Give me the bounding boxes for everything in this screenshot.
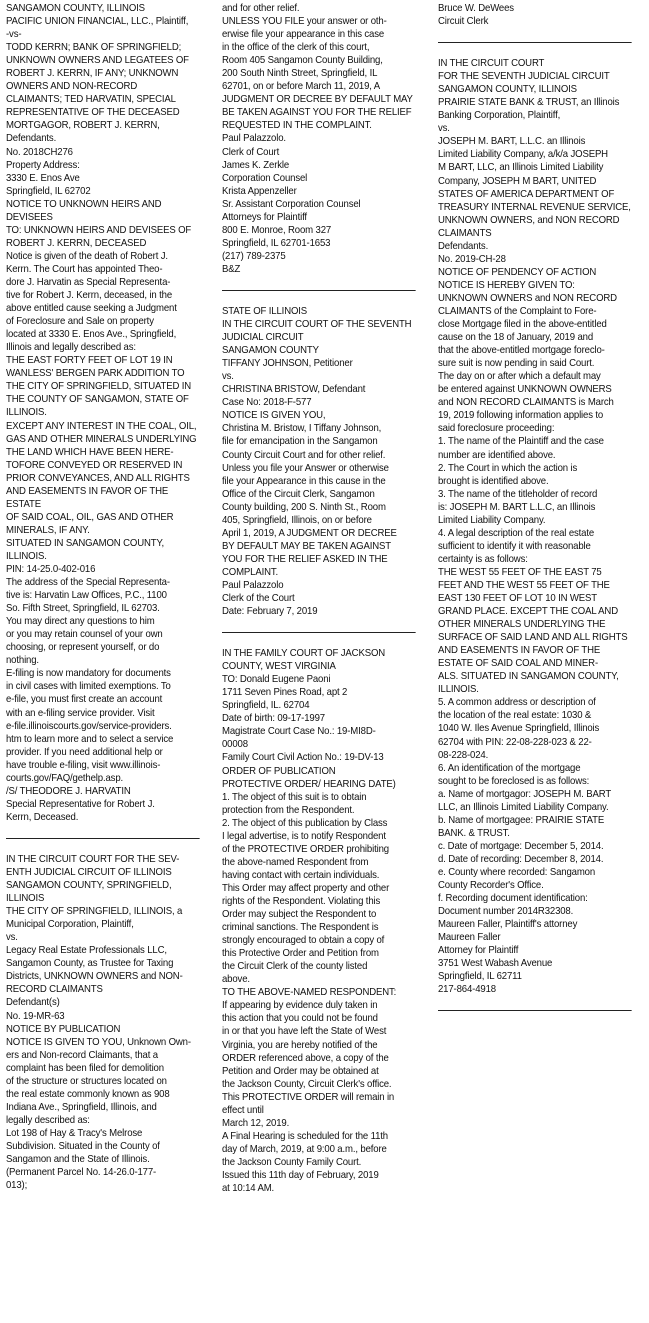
notice-text-line: SURFACE OF SAID LAND AND ALL RIGHTS (438, 632, 628, 644)
notice-text-line: certainty is as follows: (438, 553, 528, 565)
notice-text-line: above entitled cause seeking a Judgment (6, 303, 177, 315)
notice-text-line: Limited Liability Company, a/k/a JOSEPH (438, 149, 608, 161)
notice-text-line: 800 E. Monroe, Room 327 (222, 224, 332, 236)
notice-text-line: Document number 2014R32308. (438, 906, 574, 918)
notice-text-line: of the structure or structures located on (6, 1075, 167, 1087)
notice-text-line: E-filing is now mandatory for documents (6, 668, 171, 680)
notice-text-line: and for other relief. (222, 3, 300, 14)
notice-text-line: Indiana Ave., Springfield, Illinois, and (6, 1101, 157, 1113)
notice-text-line: UNKNOWN OWNERS, and NON RECORD (438, 214, 620, 226)
notice-text-line: AND EASEMENTS IN FAVOR OF THE (438, 645, 601, 657)
column-2 (222, 2, 416, 1323)
notice-text-line: (Permanent Parcel No. 14-26.0-177- (6, 1167, 157, 1179)
notice-text-line: Christina M. Bristow, I Tiffany Johnson, (222, 423, 382, 435)
notice-text-line: with an e-filing service provider. Visit (6, 707, 155, 719)
notice-text-line: file for emancipation in the Sangamon (222, 436, 378, 448)
notice-text-line: Virginia, you are hereby notified of the (222, 1039, 378, 1051)
notice-text-line: THE LAND WHICH HAVE BEEN HERE- (6, 446, 174, 458)
notice-text-line: the above-named Respondent from (222, 856, 369, 868)
notice-text-line: Municipal Corporation, Plaintiff, (6, 919, 134, 931)
notice-text-line: 013); (6, 1180, 28, 1192)
notice-text-line: CLAIMANTS; TED HARVATIN, SPECIAL (6, 94, 176, 106)
notice-text-line: MORTGAGOR, ROBERT J. KERRN, (6, 120, 160, 132)
notice-text-line: have trouble e-filing, visit www.illinois- (6, 759, 161, 771)
notice-text-line: NOTICE OF PENDENCY OF ACTION (438, 266, 597, 278)
notice-text-line: provider. If you need additional help or (6, 746, 163, 758)
notice-text-line: DEVISEES (6, 211, 53, 223)
notice-text-line: JOSEPH M. BART, L.L.C. an Illinois (438, 136, 586, 148)
notice-text-line: vs. (438, 123, 450, 135)
notice-text-line: protection from the Respondent. (222, 804, 355, 816)
notice-text-line: 08-228-024. (438, 749, 489, 761)
notice-text-line: TO THE ABOVE-NAMED RESPONDENT: (222, 987, 397, 999)
notice-text-line: ROBERT J. KERRN, IF ANY; UNKNOWN (6, 68, 179, 80)
notice-text-line: Paul Palazzolo. (222, 133, 286, 145)
notice-text-line: 2. The object of this publication by Class (222, 817, 388, 829)
notice-text-line: criminal sanctions. The Respondent is (222, 922, 379, 934)
notice-text-line: 217-864-4918 (438, 984, 496, 996)
notice-text-line: Unless you file your Answer or otherwise (222, 462, 389, 474)
notice-text-line: and NON RECORD CLAIMANTS is March (438, 397, 614, 409)
notice-text-line: 1. The object of this suit is to obtain (222, 791, 367, 803)
notice-text-line: 3. The name of the titleholder of record (438, 488, 598, 500)
notice-text-line: vs. (6, 932, 18, 944)
notice-text-line: PROTECTIVE ORDER/ HEARING DATE) (222, 778, 396, 790)
notice-text-line: BE TAKEN AGAINST YOU FOR THE RELIEF (222, 107, 412, 119)
notice-text-line: Maureen Faller (438, 932, 501, 944)
notice-text-line: County Circuit Court and for other relief. (222, 449, 386, 461)
notice-text-line: EAST 130 FEET OF LOT 10 IN WEST (438, 593, 598, 605)
notice-text-line: 405, Springfield, Illinois, on or before (222, 514, 372, 526)
notice-text-line: M BART, LLC, an Illinois Limited Liability (438, 162, 604, 174)
notice-text-line: YOU FOR THE RELIEF ASKED IN THE (222, 553, 388, 565)
notice-text-line: March 12, 2019. (222, 1117, 290, 1129)
notice-text-line: ENTH JUDICIAL CIRCUIT OF ILLINOIS (6, 867, 172, 878)
notice-text-line: OWNERS AND NON-RECORD (6, 81, 138, 93)
notice-text-line: close Mortgage filed in the above-entitled (438, 319, 607, 331)
notice-text-line: ESTATE (6, 498, 41, 510)
notice-text-line: THE WEST 55 FEET OF THE EAST 75 (438, 566, 602, 578)
notice-text-line: nothing. (6, 655, 39, 667)
notice-text-line: TOFORE CONVEYED OR RESERVED IN (6, 459, 183, 471)
notice-text-line: THE COUNTY OF SANGAMON, STATE OF (6, 394, 189, 406)
notice-text-line: Company, JOSEPH M BART, UNITED (438, 175, 597, 187)
notice-text-line: f. Recording document identification: (438, 893, 588, 905)
notice-text-line: No. 2018CH276 (6, 146, 73, 158)
notice-text-line: County building, 200 S. Ninth St., Room (222, 501, 386, 513)
notice-text-line: Springfield, IL 62702 (6, 185, 91, 197)
notice-text-line: e-file, you must first create an account (6, 694, 163, 706)
notice-text-line: or you may retain counsel of your own (6, 629, 163, 641)
notice-text-line: e. County where recorded: Sangamon (438, 867, 596, 878)
notice-text-line: IN THE CIRCUIT COURT FOR THE SEV- (6, 853, 180, 865)
notice-text-line: choosing, or represent yourself, or do (6, 642, 160, 654)
notice-text-line: Notice is given of the death of Robert J. (6, 250, 168, 262)
notice-text-line: vs. (222, 371, 234, 383)
notice-text-line: ORDER OF PUBLICATION (222, 765, 336, 777)
notice-text-line: TO: UNKNOWN HEIRS AND DEVISEES OF (6, 224, 192, 236)
notice-text-line: No. 2019-CH-28 (438, 253, 506, 265)
notice-text-line: UNKNOWN OWNERS and NON RECORD (438, 292, 617, 304)
notice-text-line: e-file.illinoiscourts.gov/service-providers. (6, 720, 172, 732)
notice-text-line: JUDGMENT OR DECREE BY DEFAULT MAY (222, 94, 413, 106)
notice-text-line: Sangamon and the State of Illinois. (6, 1154, 150, 1166)
notice-text-line: 3751 West Wabash Avenue (438, 958, 553, 970)
notice-protective-order-signature (438, 2, 632, 28)
notice-text-line: Bruce W. DeWees (438, 3, 514, 14)
notice-text-line: Paul Palazzolo (222, 579, 284, 591)
notice-text-line: COMPLAINT. (222, 566, 279, 578)
notice-text-line: This Order may affect property and other (222, 882, 390, 894)
notice-text-line: ers and Non-record Claimants, that a (6, 1049, 158, 1061)
notice-text-line: of Foreclosure and Sale on property (6, 316, 154, 328)
notice-text-line: UNLESS YOU FILE your answer or oth- (222, 16, 387, 28)
notice-text-line: Family Court Civil Action No.: 19-DV-13 (222, 752, 384, 764)
notice-text-line: TODD KERRN; BANK OF SPRINGFIELD; (6, 42, 182, 54)
notice-text-line: B&Z (222, 263, 241, 275)
notice-text-line: ALS. SITUATED IN SANGAMON COUNTY, (438, 671, 619, 683)
notice-text-line: /S/ THEODORE J. HARVATIN (6, 785, 131, 797)
notice-text-line: ILLINOIS. (6, 407, 47, 419)
notice-text-line: tive for Robert J. Kerrn, deceased, in the (6, 290, 173, 302)
notice-text-line: this action that you could not be found (222, 1013, 378, 1025)
notice-text-line: THE CITY OF SPRINGFIELD, SITUATED IN (6, 381, 192, 393)
notice-text-line: AND EASEMENTS IN FAVOR OF THE (6, 485, 169, 497)
notice-text-line: Order may subject the Respondent to (222, 909, 377, 921)
notice-text-line: 3330 E. Enos Ave (6, 172, 80, 184)
notice-text-line: day of March, 2019, at 9:00 a.m., before (222, 1143, 387, 1155)
notice-text-line: GAS AND OTHER MINERALS UNDERLYING (6, 433, 197, 445)
notice-text-line: TIFFANY JOHNSON, Petitioner (222, 358, 353, 370)
notice-text-line: at 10:14 AM. (222, 1183, 275, 1195)
notice-text-line: the Jackson County, Circuit Clerk's office. (222, 1078, 392, 1090)
notice-text-line: 6. An identification of the mortgage (438, 762, 581, 774)
column-1 (6, 2, 200, 1323)
notice-jackson-protective-order (222, 647, 416, 1195)
notice-text-line: SITUATED IN SANGAMON COUNTY, (6, 537, 164, 549)
notice-text-line: (217) 789-2375 (222, 250, 286, 262)
notice-text-line: Districts, UNKNOWN OWNERS and NON- (6, 971, 183, 983)
notice-text-line: ROBERT J. KERRN, DECEASED (6, 237, 147, 249)
notice-text-line: rights of the Respondent. Violating this (222, 896, 381, 907)
notice-text-line: A Final Hearing is scheduled for the 11th (222, 1130, 388, 1142)
notice-text-line: a. Name of mortgagor: JOSEPH M. BART (438, 788, 612, 800)
notice-text-line: ORDER referenced above, a copy of the (222, 1052, 389, 1064)
notice-text-line: April 1, 2019, A JUDGMENT OR DECREE (222, 527, 397, 539)
notice-text-line: said foreclosure proceeding: (438, 423, 555, 435)
notice-text-line: OF SAID COAL, OIL, GAS AND OTHER (6, 511, 174, 523)
notice-text-line: CLAIMANTS of the Complaint to Fore- (438, 305, 597, 317)
notice-text-line: courts.gov/FAQ/gethelp.asp. (6, 772, 124, 784)
notice-text-line: d. Date of recording: December 8, 2014. (438, 853, 604, 865)
notice-text-line: SANGAMON COUNTY, SPRINGFIELD, (6, 880, 172, 892)
notice-divider (438, 42, 632, 43)
notice-text-line: in civil cases with limited exemptions. To (6, 681, 171, 693)
notice-text-line: THE EAST FORTY FEET OF LOT 19 IN (6, 355, 173, 367)
notice-kerrn-heirs (6, 2, 200, 824)
notice-text-line: MINERALS, IF ANY. (6, 524, 90, 536)
notice-springfield-demolition-continued (222, 2, 416, 276)
notice-text-line: 00008 (222, 739, 248, 751)
notice-text-line: Illinois and legally described as: (6, 342, 136, 354)
notice-text-line: effect until (222, 1104, 264, 1116)
notice-text-line: Attorneys for Plaintiff (222, 211, 307, 223)
notice-text-line: Property Address: (6, 159, 80, 171)
notice-text-line: Banking Corporation, Plaintiff, (438, 110, 561, 122)
notice-text-line: having contact with certain individuals. (222, 869, 380, 881)
notice-text-line: Lot 198 of Hay & Tracy's Melrose (6, 1127, 143, 1139)
notice-text-line: 19, 2019 following information applies to (438, 410, 604, 422)
notice-text-line: SANGAMON COUNTY (222, 345, 319, 357)
notice-johnson-emancipation (222, 305, 416, 618)
notice-text-line: ILLINOIS. (438, 684, 479, 696)
notice-text-line: Springfield, IL. 62704 (222, 700, 310, 712)
notice-text-line: NOTICE BY PUBLICATION (6, 1023, 121, 1035)
notice-text-line: FOR THE SEVENTH JUDICIAL CIRCUIT (438, 71, 610, 83)
notice-text-line: CHRISTINA BRISTOW, Defendant (222, 384, 366, 396)
notice-text-line: PIN: 14-25.0-402-016 (6, 564, 96, 576)
notice-text-line: htm to learn more and to select a service (6, 733, 174, 745)
notice-text-line: 2. The Court in which the action is (438, 462, 578, 474)
notice-text-line: located at 3330 E. Enos Ave., Springfield, (6, 329, 177, 341)
notice-text-line: of the PROTECTIVE ORDER prohibiting (222, 843, 389, 855)
notice-text-line: 1711 Seven Pines Road, apt 2 (222, 687, 348, 699)
notice-text-line: Maureen Faller, Plaintiff's attorney (438, 919, 578, 931)
notice-text-line: TREASURY INTERNAL REVENUE SERVICE, (438, 201, 631, 213)
notice-text-line: NOTICE IS GIVEN TO YOU, Unknown Own- (6, 1036, 191, 1048)
notice-text-line: Room 405 Sangamon County Building, (222, 55, 383, 67)
notice-text-line: Subdivision. Situated in the County of (6, 1140, 160, 1152)
notice-text-line: 5. A common address or description of (438, 697, 596, 709)
notice-text-line: The day on or after which a default may (438, 371, 601, 383)
notice-text-line: NOTICE TO UNKNOWN HEIRS AND (6, 198, 162, 210)
notice-text-line: Legacy Real Estate Professionals LLC, (6, 945, 167, 957)
notice-text-line: dore J. Harvatin as Special Representa- (6, 276, 171, 288)
notice-text-line: James K. Zerkle (222, 159, 290, 171)
column-3 (438, 2, 632, 1323)
notice-text-line: So. Fifth Street, Springfield, IL 62703. (6, 603, 160, 615)
notice-text-line: Attorney for Plaintiff (438, 945, 519, 957)
notice-text-line: the Circuit Clerk of the county listed (222, 961, 368, 973)
notice-text-line: Clerk of Court (222, 146, 280, 158)
notice-text-line: 200 South Ninth Street, Springfield, IL (222, 68, 378, 80)
notice-text-line: be entered against UNKNOWN OWNERS (438, 384, 612, 396)
notice-text-line: WANLESS' BERGEN PARK ADDITION TO (6, 368, 185, 380)
notice-text-line: Petition and Order may be obtained at (222, 1065, 379, 1077)
notice-text-line: sought to be foreclosed is as follows: (438, 775, 590, 787)
notice-text-line: the Jackson County Family Court. (222, 1156, 362, 1168)
notice-text-line: This PROTECTIVE ORDER will remain in (222, 1091, 395, 1103)
notice-text-line: CLAIMANTS (438, 227, 492, 239)
notice-text-line: Issued this 11th day of February, 2019 (222, 1169, 379, 1181)
notice-text-line: the location of the real estate: 1030 & (438, 710, 592, 722)
notice-text-line: -vs- (6, 29, 22, 41)
notice-divider (222, 632, 416, 633)
notice-text-line: file your Appearance in this cause in the (222, 475, 386, 487)
notice-text-line: BY DEFAULT MAY BE TAKEN AGAINST (222, 540, 391, 552)
notice-text-line: IN THE CIRCUIT COURT (438, 58, 545, 70)
notice-text-line: 4. A legal description of the real estate (438, 527, 595, 539)
notice-text-line: Limited Liability Company. (438, 514, 546, 526)
notice-text-line: cause on the 18 of January, 2019 and (438, 332, 594, 344)
notice-text-line: PRAIRIE STATE BANK & TRUST, an Illinois (438, 97, 620, 109)
notice-text-line: Magistrate Court Case No.: 19-MI8D- (222, 726, 376, 738)
notice-text-line: ILLINOIS (6, 893, 45, 905)
notice-text-line: b. Name of mortgagee: PRAIRIE STATE (438, 814, 605, 826)
notice-text-line: NOTICE IS GIVEN YOU, (222, 410, 326, 422)
notice-text-line: BANK. & TRUST. (438, 827, 510, 839)
notice-text-line: Defendants. (6, 133, 57, 145)
notice-text-line: sufficient to identify it with reasonable (438, 540, 591, 552)
notice-text-line: REQUESTED IN THE COMPLAINT. (222, 120, 372, 132)
notice-text-line: brought is identified above. (438, 475, 549, 487)
notice-text-line: Clerk of the Court (222, 593, 295, 605)
notice-text-line: THE CITY OF SPRINGFIELD, ILLINOIS, a (6, 906, 183, 918)
notice-text-line: FEET AND THE WEST 55 FEET OF THE (438, 579, 610, 591)
notice-text-line: 62704 with PIN: 22-08-228-023 & 22- (438, 736, 592, 748)
notice-text-line: UNKNOWN OWNERS AND LEGATEES OF (6, 55, 189, 67)
notice-text-line: OTHER MINERALS UNDERLYING THE (438, 619, 606, 631)
notice-text-line: the real estate commonly known as 908 (6, 1088, 170, 1100)
notice-text-line: Krista Appenzeller (222, 185, 297, 197)
notice-text-line: ILLINOIS. (6, 550, 47, 562)
notice-text-line: Sr. Assistant Corporation Counsel (222, 198, 361, 210)
notice-text-line: REPRESENTATIVE OF THE DECEASED (6, 107, 180, 119)
notice-text-line: complaint has been filed for demolition (6, 1062, 164, 1074)
notice-text-line: JUDICIAL CIRCUIT (222, 332, 304, 344)
notice-text-line: that the above-entitled mortgage foreclo- (438, 345, 605, 357)
notice-text-line: legally described as: (6, 1114, 90, 1126)
notice-text-line: GRAND PLACE. EXCEPT THE COAL AND (438, 606, 618, 618)
notice-text-line: County Recorder's Office. (438, 880, 544, 892)
notice-text-line: Case No: 2018-F-577 (222, 397, 312, 409)
notice-text-line: I legal advertise, is to notify Respondent (222, 830, 386, 842)
notice-divider (222, 290, 416, 291)
notice-text-line: Date of birth: 09-17-1997 (222, 713, 325, 725)
notice-text-line: RECORD CLAIMANTS (6, 984, 103, 996)
notice-text-line: Defendant(s) (6, 997, 60, 1009)
notice-text-line: Springfield, IL 62701-1653 (222, 237, 331, 249)
notice-text-line: strongly encouraged to obtain a copy of (222, 935, 385, 947)
notice-text-line: SANGAMON COUNTY, ILLINOIS (438, 84, 577, 96)
notice-text-line: Corporation Counsel (222, 172, 308, 184)
notice-text-line: IN THE FAMILY COURT OF JACKSON (222, 648, 386, 660)
notice-prairie-state-pendency (438, 57, 632, 996)
notice-text-line: Kerrn, Deceased. (6, 811, 79, 823)
notice-text-line: PRIOR CONVEYANCES, AND ALL RIGHTS (6, 472, 190, 484)
notice-text-line: c. Date of mortgage: December 5, 2014. (438, 840, 604, 852)
notice-text-line: is: JOSEPH M. BART L.L.C, an Illinois (438, 501, 596, 513)
notice-springfield-demolition (6, 853, 200, 1192)
notice-divider (438, 1010, 632, 1011)
notice-text-line: You may direct any questions to him (6, 616, 155, 628)
notice-text-line: Date: February 7, 2019 (222, 606, 318, 618)
notice-text-line: PACIFIC UNION FINANCIAL, LLC., Plaintiff, (6, 16, 189, 28)
notice-text-line: in the office of the clerk of this court, (222, 42, 370, 54)
notice-text-line: erwise file your appearance in this case (222, 29, 385, 41)
notice-text-line: 1040 W. Iles Avenue Springfield, Illinois (438, 723, 600, 735)
notice-text-line: Springfield, IL 62711 (438, 971, 522, 983)
notice-text-line: ESTATE OF SAID COAL AND MINER- (438, 658, 599, 670)
notice-text-line: If appearing by evidence duly taken in (222, 1000, 378, 1012)
notice-text-line: STATES OF AMERICA DEPARTMENT OF (438, 188, 615, 200)
notice-text-line: Circuit Clerk (438, 16, 489, 28)
notice-divider (6, 838, 200, 839)
notice-text-line: above. (222, 974, 250, 986)
notice-text-line: Kerrn. The Court has appointed Theo- (6, 263, 163, 275)
notice-text-line: tive is: Harvatin Law Offices, P.C., 1100 (6, 590, 167, 602)
notice-text-line: sure suit is now pending in said Court. (438, 358, 595, 370)
notice-text-line: NOTICE IS HEREBY GIVEN TO: (438, 279, 575, 291)
notice-text-line: LLC, an Illinois Limited Liability Company. (438, 801, 609, 813)
notice-text-line: TO: Donald Eugene Paoni (222, 674, 331, 686)
notice-text-line: STATE OF ILLINOIS (222, 305, 308, 317)
notice-text-line: Sangamon County, as Trustee for Taxing (6, 958, 174, 970)
notice-text-line: COUNTY, WEST VIRGINIA (222, 661, 336, 673)
notice-text-line: Special Representative for Robert J. (6, 798, 155, 810)
notice-text-line: in or that you have left the State of West (222, 1026, 387, 1038)
notice-text-line: No. 19-MR-63 (6, 1010, 65, 1022)
notice-text-line: 1. The name of the Plaintiff and the case (438, 436, 604, 448)
notice-text-line: Office of the Circuit Clerk, Sangamon (222, 488, 375, 500)
notice-text-line: SANGAMON COUNTY, ILLINOIS (6, 3, 145, 14)
notice-text-line: 62701, on or before March 11, 2019, A (222, 81, 381, 93)
notice-text-line: number are identified above. (438, 449, 556, 461)
notice-text-line: IN THE CIRCUIT COURT OF THE SEVENTH (222, 319, 412, 331)
notice-text-line: The address of the Special Representa- (6, 577, 170, 589)
notice-text-line: this Protective Order and Petition from (222, 948, 379, 960)
notice-text-line: Defendants. (438, 240, 489, 252)
notice-text-line: EXCEPT ANY INTEREST IN THE COAL, OIL, (6, 420, 197, 432)
